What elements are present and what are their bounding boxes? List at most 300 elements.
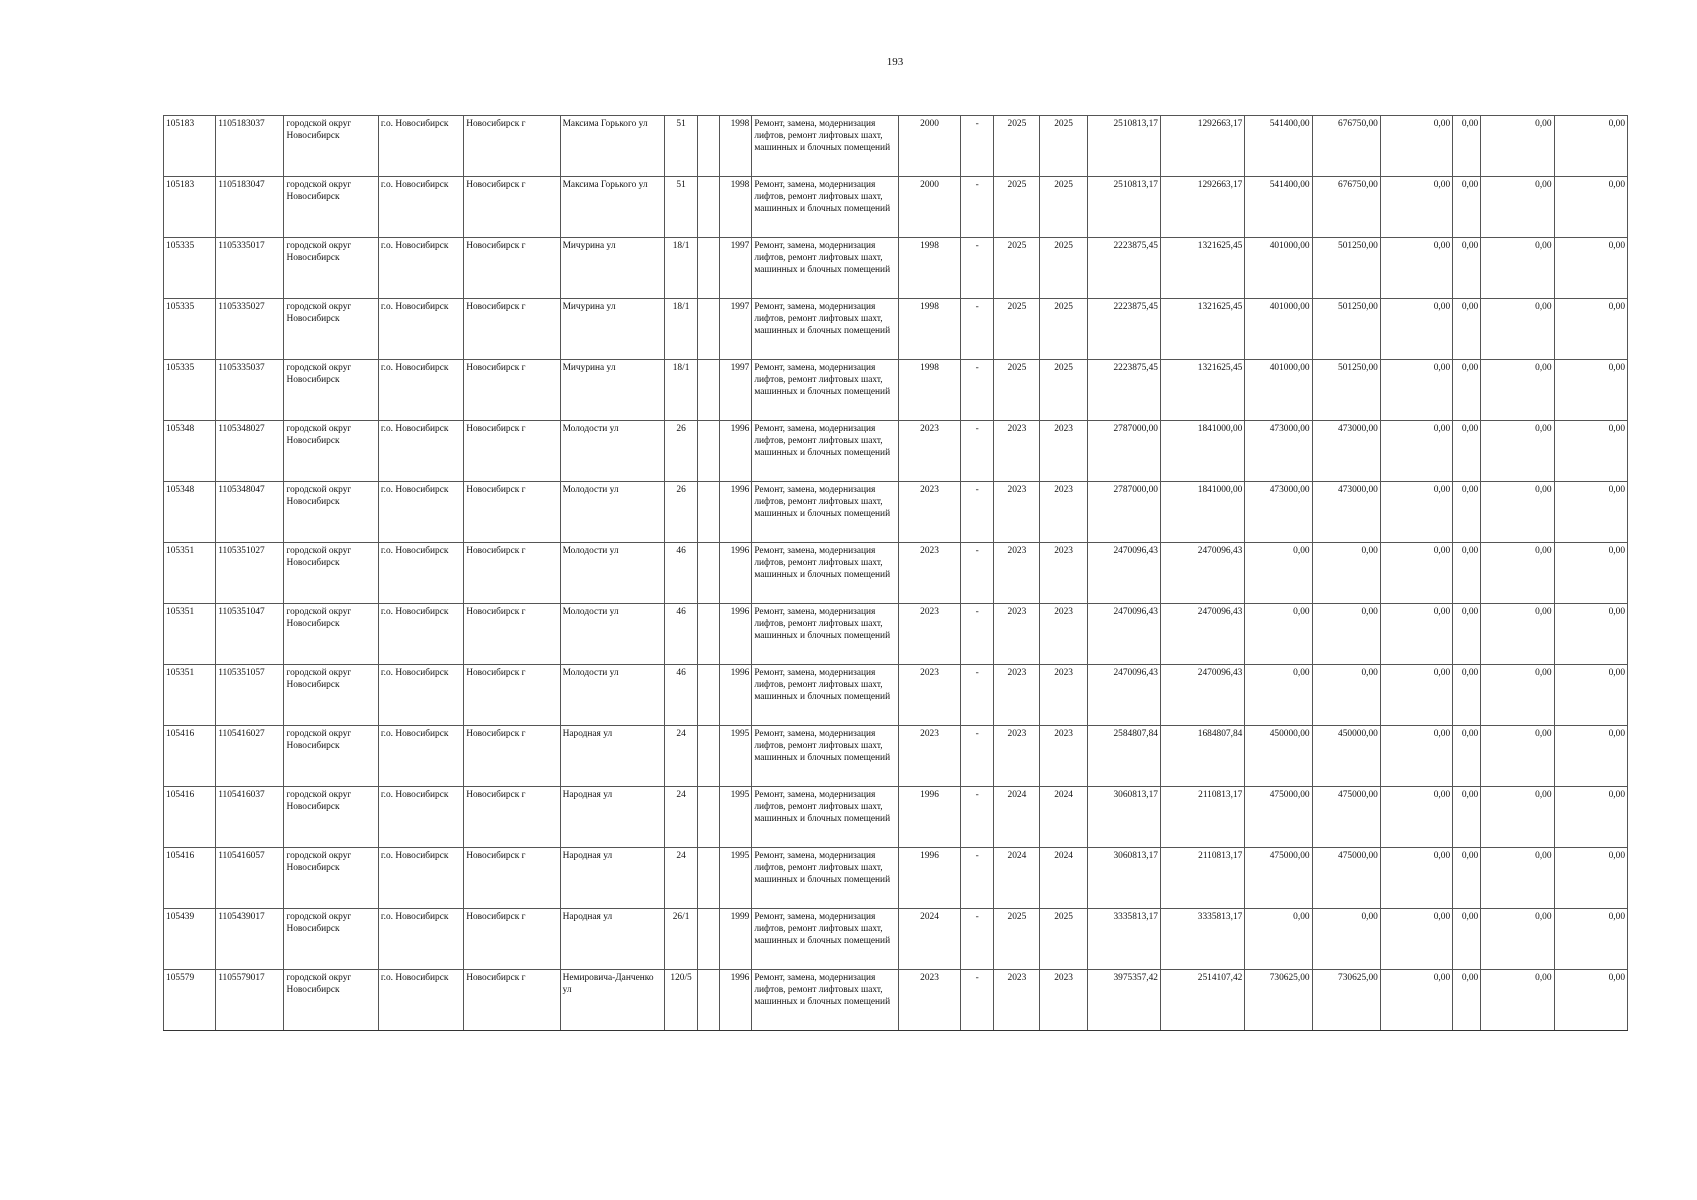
extra-b-cell: 0,00 <box>1453 482 1481 543</box>
extra-d-cell: 0,00 <box>1554 787 1627 848</box>
dash-cell: - <box>961 177 994 238</box>
district-cell: г.о. Новосибирск <box>378 177 463 238</box>
corpus-cell <box>698 299 720 360</box>
fund-cost-cell: 1292663,17 <box>1160 116 1244 177</box>
plan-year-start-cell: 2023 <box>994 604 1040 665</box>
last-repair-year-cell: 2024 <box>898 909 960 970</box>
city-cell: Новосибирск г <box>464 604 560 665</box>
subsidy-a-cell: 0,00 <box>1245 909 1312 970</box>
house-id-cell: 105335 <box>164 299 216 360</box>
subsidy-a-cell: 730625,00 <box>1245 970 1312 1031</box>
plan-year-end-cell: 2023 <box>1040 543 1087 604</box>
plan-year-end-cell: 2025 <box>1040 299 1087 360</box>
total-cost-cell: 2584807,84 <box>1087 726 1160 787</box>
subsidy-b-cell: 676750,00 <box>1312 177 1380 238</box>
plan-year-end-cell: 2025 <box>1040 116 1087 177</box>
subsidy-a-cell: 541400,00 <box>1245 177 1312 238</box>
element-id-cell: 1105183037 <box>216 116 284 177</box>
dash-cell: - <box>961 482 994 543</box>
municipality-cell: городской округ Новосибирск <box>284 360 378 421</box>
subsidy-a-cell: 450000,00 <box>1245 726 1312 787</box>
table-row <box>164 421 1628 482</box>
element-id-cell: 1105348027 <box>216 421 284 482</box>
house-id-cell: 105351 <box>164 665 216 726</box>
dash-cell: - <box>961 970 994 1031</box>
municipality-cell: городской округ Новосибирск <box>284 116 378 177</box>
element-id-cell: 1105351057 <box>216 665 284 726</box>
house-id-cell: 105183 <box>164 116 216 177</box>
last-repair-year-cell: 2000 <box>898 177 960 238</box>
built-year-cell: 1997 <box>720 360 752 421</box>
city-cell: Новосибирск г <box>464 543 560 604</box>
work-type-cell: Ремонт, замена, модернизация лифтов, ремонт лифтовых шахт, машинных и блочных помещений <box>752 543 899 604</box>
last-repair-year-cell: 1996 <box>898 848 960 909</box>
work-type-cell: Ремонт, замена, модернизация лифтов, ремонт лифтовых шахт, машинных и блочных помещений <box>752 299 899 360</box>
corpus-cell <box>698 848 720 909</box>
house-id-cell: 105416 <box>164 848 216 909</box>
work-type-cell: Ремонт, замена, модернизация лифтов, ремонт лифтовых шахт, машинных и блочных помещений <box>752 909 899 970</box>
street-cell: Народная ул <box>560 726 664 787</box>
corpus-cell <box>698 909 720 970</box>
dash-cell: - <box>961 421 994 482</box>
extra-b-cell: 0,00 <box>1453 970 1481 1031</box>
building-number-cell: 24 <box>665 726 698 787</box>
dash-cell: - <box>961 726 994 787</box>
dash-cell: - <box>961 238 994 299</box>
city-cell: Новосибирск г <box>464 360 560 421</box>
plan-year-end-cell: 2023 <box>1040 726 1087 787</box>
plan-year-end-cell: 2024 <box>1040 848 1087 909</box>
municipality-cell: городской округ Новосибирск <box>284 787 378 848</box>
house-id-cell: 105348 <box>164 421 216 482</box>
district-cell: г.о. Новосибирск <box>378 360 463 421</box>
plan-year-start-cell: 2025 <box>994 909 1040 970</box>
street-cell: Народная ул <box>560 787 664 848</box>
fund-cost-cell: 2110813,17 <box>1160 848 1244 909</box>
dash-cell: - <box>961 848 994 909</box>
building-number-cell: 26 <box>665 482 698 543</box>
district-cell: г.о. Новосибирск <box>378 787 463 848</box>
house-id-cell: 105351 <box>164 543 216 604</box>
plan-year-end-cell: 2023 <box>1040 970 1087 1031</box>
building-number-cell: 26/1 <box>665 909 698 970</box>
corpus-cell <box>698 116 720 177</box>
extra-d-cell: 0,00 <box>1554 177 1627 238</box>
subsidy-b-cell: 501250,00 <box>1312 238 1380 299</box>
district-cell: г.о. Новосибирск <box>378 482 463 543</box>
plan-year-end-cell: 2024 <box>1040 787 1087 848</box>
plan-year-start-cell: 2025 <box>994 299 1040 360</box>
subsidy-a-cell: 0,00 <box>1245 543 1312 604</box>
municipality-cell: городской округ Новосибирск <box>284 238 378 299</box>
extra-c-cell: 0,00 <box>1481 360 1554 421</box>
page-number: 193 <box>886 56 904 68</box>
municipality-cell: городской округ Новосибирск <box>284 848 378 909</box>
subsidy-a-cell: 473000,00 <box>1245 421 1312 482</box>
subsidy-b-cell: 450000,00 <box>1312 726 1380 787</box>
municipality-cell: городской округ Новосибирск <box>284 909 378 970</box>
total-cost-cell: 3060813,17 <box>1087 787 1160 848</box>
extra-d-cell: 0,00 <box>1554 665 1627 726</box>
total-cost-cell: 2223875,45 <box>1087 360 1160 421</box>
street-cell: Народная ул <box>560 909 664 970</box>
corpus-cell <box>698 726 720 787</box>
extra-c-cell: 0,00 <box>1481 909 1554 970</box>
fund-cost-cell: 2470096,43 <box>1160 604 1244 665</box>
district-cell: г.о. Новосибирск <box>378 665 463 726</box>
built-year-cell: 1996 <box>720 543 752 604</box>
dash-cell: - <box>961 787 994 848</box>
dash-cell: - <box>961 360 994 421</box>
extra-a-cell: 0,00 <box>1380 848 1452 909</box>
table-row <box>164 360 1628 421</box>
element-id-cell: 1105579017 <box>216 970 284 1031</box>
extra-d-cell: 0,00 <box>1554 909 1627 970</box>
last-repair-year-cell: 2023 <box>898 665 960 726</box>
extra-a-cell: 0,00 <box>1380 421 1452 482</box>
dash-cell: - <box>961 116 994 177</box>
city-cell: Новосибирск г <box>464 482 560 543</box>
plan-year-start-cell: 2025 <box>994 360 1040 421</box>
district-cell: г.о. Новосибирск <box>378 848 463 909</box>
work-type-cell: Ремонт, замена, модернизация лифтов, ремонт лифтовых шахт, машинных и блочных помещений <box>752 726 899 787</box>
element-id-cell: 1105439017 <box>216 909 284 970</box>
building-number-cell: 46 <box>665 543 698 604</box>
dash-cell: - <box>961 299 994 360</box>
extra-c-cell: 0,00 <box>1481 116 1554 177</box>
built-year-cell: 1998 <box>720 116 752 177</box>
built-year-cell: 1996 <box>720 421 752 482</box>
extra-a-cell: 0,00 <box>1380 787 1452 848</box>
corpus-cell <box>698 177 720 238</box>
last-repair-year-cell: 1998 <box>898 238 960 299</box>
total-cost-cell: 2470096,43 <box>1087 543 1160 604</box>
extra-a-cell: 0,00 <box>1380 482 1452 543</box>
element-id-cell: 1105351027 <box>216 543 284 604</box>
building-number-cell: 26 <box>665 421 698 482</box>
table-row <box>164 177 1628 238</box>
subsidy-a-cell: 401000,00 <box>1245 238 1312 299</box>
work-type-cell: Ремонт, замена, модернизация лифтов, ремонт лифтовых шахт, машинных и блочных помещений <box>752 848 899 909</box>
fund-cost-cell: 2470096,43 <box>1160 543 1244 604</box>
subsidy-b-cell: 0,00 <box>1312 604 1380 665</box>
last-repair-year-cell: 2023 <box>898 482 960 543</box>
city-cell: Новосибирск г <box>464 421 560 482</box>
municipality-cell: городской округ Новосибирск <box>284 177 378 238</box>
built-year-cell: 1995 <box>720 848 752 909</box>
district-cell: г.о. Новосибирск <box>378 238 463 299</box>
corpus-cell <box>698 421 720 482</box>
city-cell: Новосибирск г <box>464 299 560 360</box>
extra-b-cell: 0,00 <box>1453 116 1481 177</box>
extra-c-cell: 0,00 <box>1481 787 1554 848</box>
work-type-cell: Ремонт, замена, модернизация лифтов, ремонт лифтовых шахт, машинных и блочных помещений <box>752 238 899 299</box>
last-repair-year-cell: 2023 <box>898 726 960 787</box>
extra-d-cell: 0,00 <box>1554 726 1627 787</box>
plan-year-start-cell: 2023 <box>994 665 1040 726</box>
extra-a-cell: 0,00 <box>1380 238 1452 299</box>
plan-year-start-cell: 2025 <box>994 238 1040 299</box>
plan-year-end-cell: 2025 <box>1040 238 1087 299</box>
municipality-cell: городской округ Новосибирск <box>284 482 378 543</box>
subsidy-a-cell: 401000,00 <box>1245 360 1312 421</box>
table-row <box>164 543 1628 604</box>
subsidy-b-cell: 473000,00 <box>1312 421 1380 482</box>
total-cost-cell: 2470096,43 <box>1087 604 1160 665</box>
extra-d-cell: 0,00 <box>1554 543 1627 604</box>
extra-a-cell: 0,00 <box>1380 116 1452 177</box>
work-type-cell: Ремонт, замена, модернизация лифтов, ремонт лифтовых шахт, машинных и блочных помещений <box>752 421 899 482</box>
extra-a-cell: 0,00 <box>1380 604 1452 665</box>
table-row <box>164 238 1628 299</box>
street-cell: Мичурина ул <box>560 360 664 421</box>
dash-cell: - <box>961 909 994 970</box>
building-number-cell: 18/1 <box>665 360 698 421</box>
total-cost-cell: 2787000,00 <box>1087 482 1160 543</box>
table-body <box>164 116 1628 1031</box>
house-id-cell: 105579 <box>164 970 216 1031</box>
subsidy-b-cell: 730625,00 <box>1312 970 1380 1031</box>
extra-c-cell: 0,00 <box>1481 726 1554 787</box>
extra-a-cell: 0,00 <box>1380 726 1452 787</box>
table-row <box>164 726 1628 787</box>
street-cell: Народная ул <box>560 848 664 909</box>
subsidy-b-cell: 501250,00 <box>1312 360 1380 421</box>
city-cell: Новосибирск г <box>464 909 560 970</box>
plan-year-end-cell: 2025 <box>1040 177 1087 238</box>
extra-a-cell: 0,00 <box>1380 970 1452 1031</box>
district-cell: г.о. Новосибирск <box>378 299 463 360</box>
extra-b-cell: 0,00 <box>1453 543 1481 604</box>
subsidy-b-cell: 0,00 <box>1312 543 1380 604</box>
extra-b-cell: 0,00 <box>1453 604 1481 665</box>
corpus-cell <box>698 787 720 848</box>
table-row <box>164 604 1628 665</box>
last-repair-year-cell: 1998 <box>898 360 960 421</box>
extra-d-cell: 0,00 <box>1554 848 1627 909</box>
subsidy-a-cell: 0,00 <box>1245 604 1312 665</box>
street-cell: Максима Горького ул <box>560 177 664 238</box>
street-cell: Молодости ул <box>560 665 664 726</box>
fund-cost-cell: 2514107,42 <box>1160 970 1244 1031</box>
plan-year-start-cell: 2024 <box>994 848 1040 909</box>
plan-year-end-cell: 2025 <box>1040 360 1087 421</box>
house-id-cell: 105183 <box>164 177 216 238</box>
work-type-cell: Ремонт, замена, модернизация лифтов, ремонт лифтовых шахт, машинных и блочных помещений <box>752 116 899 177</box>
extra-c-cell: 0,00 <box>1481 665 1554 726</box>
extra-b-cell: 0,00 <box>1453 726 1481 787</box>
extra-c-cell: 0,00 <box>1481 482 1554 543</box>
fund-cost-cell: 1292663,17 <box>1160 177 1244 238</box>
house-id-cell: 105351 <box>164 604 216 665</box>
city-cell: Новосибирск г <box>464 848 560 909</box>
extra-d-cell: 0,00 <box>1554 360 1627 421</box>
extra-d-cell: 0,00 <box>1554 604 1627 665</box>
municipality-cell: городской округ Новосибирск <box>284 421 378 482</box>
subsidy-b-cell: 475000,00 <box>1312 787 1380 848</box>
total-cost-cell: 2510813,17 <box>1087 177 1160 238</box>
house-id-cell: 105439 <box>164 909 216 970</box>
table-row <box>164 787 1628 848</box>
built-year-cell: 1997 <box>720 238 752 299</box>
building-number-cell: 24 <box>665 848 698 909</box>
plan-year-start-cell: 2023 <box>994 421 1040 482</box>
plan-year-start-cell: 2023 <box>994 482 1040 543</box>
subsidy-a-cell: 0,00 <box>1245 665 1312 726</box>
corpus-cell <box>698 543 720 604</box>
corpus-cell <box>698 665 720 726</box>
plan-year-end-cell: 2023 <box>1040 482 1087 543</box>
house-id-cell: 105348 <box>164 482 216 543</box>
corpus-cell <box>698 482 720 543</box>
total-cost-cell: 2223875,45 <box>1087 238 1160 299</box>
last-repair-year-cell: 2023 <box>898 970 960 1031</box>
element-id-cell: 1105335027 <box>216 299 284 360</box>
extra-b-cell: 0,00 <box>1453 360 1481 421</box>
element-id-cell: 1105416037 <box>216 787 284 848</box>
subsidy-b-cell: 473000,00 <box>1312 482 1380 543</box>
last-repair-year-cell: 2023 <box>898 604 960 665</box>
house-id-cell: 105416 <box>164 787 216 848</box>
district-cell: г.о. Новосибирск <box>378 421 463 482</box>
total-cost-cell: 3060813,17 <box>1087 848 1160 909</box>
plan-year-end-cell: 2025 <box>1040 909 1087 970</box>
subsidy-b-cell: 475000,00 <box>1312 848 1380 909</box>
street-cell: Молодости ул <box>560 482 664 543</box>
municipality-cell: городской округ Новосибирск <box>284 665 378 726</box>
plan-year-start-cell: 2025 <box>994 177 1040 238</box>
district-cell: г.о. Новосибирск <box>378 116 463 177</box>
extra-b-cell: 0,00 <box>1453 787 1481 848</box>
total-cost-cell: 3335813,17 <box>1087 909 1160 970</box>
total-cost-cell: 2510813,17 <box>1087 116 1160 177</box>
built-year-cell: 1998 <box>720 177 752 238</box>
building-number-cell: 51 <box>665 116 698 177</box>
street-cell: Максима Горького ул <box>560 116 664 177</box>
subsidy-a-cell: 475000,00 <box>1245 848 1312 909</box>
subsidy-b-cell: 0,00 <box>1312 665 1380 726</box>
extra-b-cell: 0,00 <box>1453 909 1481 970</box>
building-number-cell: 18/1 <box>665 299 698 360</box>
subsidy-a-cell: 475000,00 <box>1245 787 1312 848</box>
element-id-cell: 1105335037 <box>216 360 284 421</box>
corpus-cell <box>698 360 720 421</box>
plan-year-start-cell: 2023 <box>994 726 1040 787</box>
extra-c-cell: 0,00 <box>1481 848 1554 909</box>
last-repair-year-cell: 2023 <box>898 421 960 482</box>
work-type-cell: Ремонт, замена, модернизация лифтов, ремонт лифтовых шахт, машинных и блочных помещений <box>752 787 899 848</box>
extra-b-cell: 0,00 <box>1453 299 1481 360</box>
city-cell: Новосибирск г <box>464 238 560 299</box>
built-year-cell: 1997 <box>720 299 752 360</box>
fund-cost-cell: 2470096,43 <box>1160 665 1244 726</box>
extra-d-cell: 0,00 <box>1554 116 1627 177</box>
plan-year-end-cell: 2023 <box>1040 665 1087 726</box>
element-id-cell: 1105348047 <box>216 482 284 543</box>
last-repair-year-cell: 2023 <box>898 543 960 604</box>
corpus-cell <box>698 970 720 1031</box>
plan-year-start-cell: 2025 <box>994 116 1040 177</box>
work-type-cell: Ремонт, замена, модернизация лифтов, ремонт лифтовых шахт, машинных и блочных помещений <box>752 177 899 238</box>
dash-cell: - <box>961 665 994 726</box>
extra-a-cell: 0,00 <box>1380 543 1452 604</box>
extra-b-cell: 0,00 <box>1453 665 1481 726</box>
subsidy-a-cell: 541400,00 <box>1245 116 1312 177</box>
last-repair-year-cell: 1996 <box>898 787 960 848</box>
extra-b-cell: 0,00 <box>1453 238 1481 299</box>
dash-cell: - <box>961 543 994 604</box>
building-number-cell: 18/1 <box>665 238 698 299</box>
city-cell: Новосибирск г <box>464 726 560 787</box>
extra-d-cell: 0,00 <box>1554 970 1627 1031</box>
extra-d-cell: 0,00 <box>1554 421 1627 482</box>
extra-a-cell: 0,00 <box>1380 665 1452 726</box>
house-id-cell: 105335 <box>164 360 216 421</box>
fund-cost-cell: 1841000,00 <box>1160 482 1244 543</box>
extra-c-cell: 0,00 <box>1481 299 1554 360</box>
work-type-cell: Ремонт, замена, модернизация лифтов, ремонт лифтовых шахт, машинных и блочных помещений <box>752 604 899 665</box>
element-id-cell: 1105416027 <box>216 726 284 787</box>
corpus-cell <box>698 238 720 299</box>
total-cost-cell: 2223875,45 <box>1087 299 1160 360</box>
building-number-cell: 24 <box>665 787 698 848</box>
city-cell: Новосибирск г <box>464 787 560 848</box>
extra-a-cell: 0,00 <box>1380 299 1452 360</box>
city-cell: Новосибирск г <box>464 116 560 177</box>
built-year-cell: 1995 <box>720 787 752 848</box>
subsidy-b-cell: 501250,00 <box>1312 299 1380 360</box>
fund-cost-cell: 1321625,45 <box>1160 360 1244 421</box>
last-repair-year-cell: 1998 <box>898 299 960 360</box>
registry-table <box>163 115 1628 1031</box>
city-cell: Новосибирск г <box>464 177 560 238</box>
street-cell: Молодости ул <box>560 543 664 604</box>
total-cost-cell: 2787000,00 <box>1087 421 1160 482</box>
extra-c-cell: 0,00 <box>1481 238 1554 299</box>
extra-d-cell: 0,00 <box>1554 299 1627 360</box>
extra-d-cell: 0,00 <box>1554 482 1627 543</box>
table-row <box>164 665 1628 726</box>
last-repair-year-cell: 2000 <box>898 116 960 177</box>
built-year-cell: 1999 <box>720 909 752 970</box>
municipality-cell: городской округ Новосибирск <box>284 970 378 1031</box>
municipality-cell: городской округ Новосибирск <box>284 543 378 604</box>
city-cell: Новосибирск г <box>464 665 560 726</box>
plan-year-start-cell: 2023 <box>994 970 1040 1031</box>
street-cell: Молодости ул <box>560 604 664 665</box>
district-cell: г.о. Новосибирск <box>378 604 463 665</box>
municipality-cell: городской округ Новосибирск <box>284 604 378 665</box>
extra-c-cell: 0,00 <box>1481 543 1554 604</box>
building-number-cell: 46 <box>665 665 698 726</box>
extra-a-cell: 0,00 <box>1380 360 1452 421</box>
municipality-cell: городской округ Новосибирск <box>284 299 378 360</box>
house-id-cell: 105335 <box>164 238 216 299</box>
built-year-cell: 1995 <box>720 726 752 787</box>
district-cell: г.о. Новосибирск <box>378 543 463 604</box>
district-cell: г.о. Новосибирск <box>378 726 463 787</box>
subsidy-a-cell: 401000,00 <box>1245 299 1312 360</box>
built-year-cell: 1996 <box>720 482 752 543</box>
table-row <box>164 299 1628 360</box>
work-type-cell: Ремонт, замена, модернизация лифтов, ремонт лифтовых шахт, машинных и блочных помещений <box>752 482 899 543</box>
plan-year-start-cell: 2024 <box>994 787 1040 848</box>
city-cell: Новосибирск г <box>464 970 560 1031</box>
built-year-cell: 1996 <box>720 665 752 726</box>
building-number-cell: 120/5 <box>665 970 698 1031</box>
subsidy-b-cell: 676750,00 <box>1312 116 1380 177</box>
built-year-cell: 1996 <box>720 604 752 665</box>
